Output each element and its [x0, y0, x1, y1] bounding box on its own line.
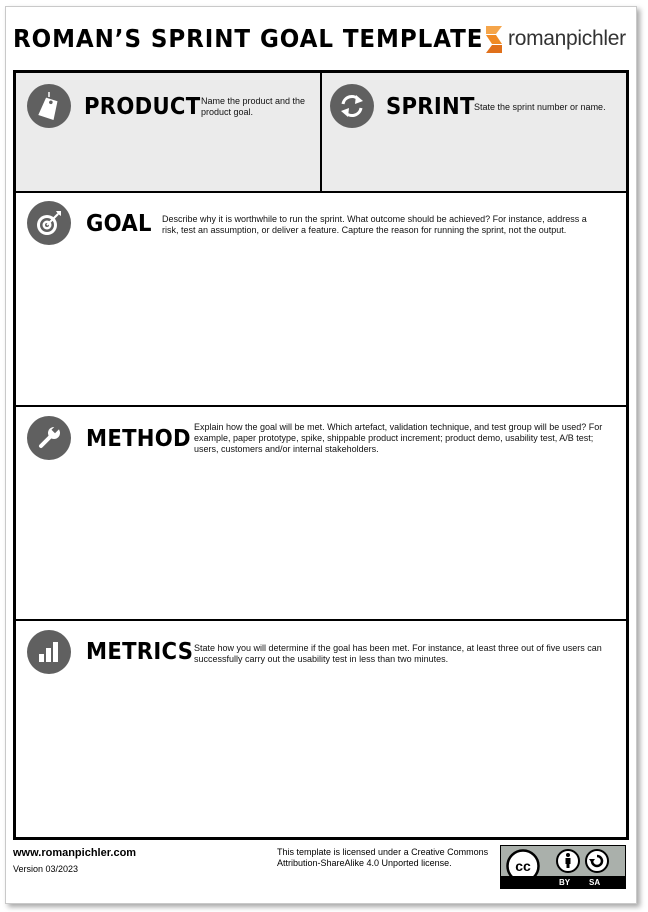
cc-label-bar	[501, 876, 625, 888]
method-heading: METHOD	[86, 426, 191, 452]
metrics-section[interactable]	[16, 621, 626, 837]
refresh-icon	[330, 84, 374, 128]
by-label: BY	[559, 878, 571, 887]
method-description: Explain how the goal will be met. Which artefact, validation technique, and test group will be used? For example, paper prototype, spike, shippable product increment; product demo, usability test, A/B test; users, customers and/or internal stakeholders.	[194, 422, 603, 454]
sa-label: SA	[589, 878, 601, 887]
target-icon	[27, 201, 71, 245]
logo-text: romanpichler	[508, 27, 626, 50]
product-description: Name the product and the product goal.	[201, 96, 306, 117]
cc-license-badge[interactable]	[500, 845, 626, 889]
product-section[interactable]	[16, 73, 322, 193]
version-text: Version 03/2023	[13, 864, 79, 874]
method-section[interactable]	[16, 407, 626, 621]
product-heading: PRODUCT	[84, 94, 201, 120]
page-title: ROMAN’S SPRINT GOAL TEMPLATE	[13, 24, 484, 53]
tag-icon	[27, 84, 71, 128]
sprint-heading: SPRINT	[386, 94, 475, 120]
metrics-heading: METRICS	[86, 639, 194, 665]
sprint-description: State the sprint number or name.	[474, 102, 606, 112]
wrench-icon	[27, 416, 71, 460]
goal-section[interactable]	[16, 193, 626, 407]
template-frame	[13, 70, 629, 840]
goal-description: Describe why it is worthwhile to run the sprint. What outcome should be achieved? For instance, address a risk, test an assumption, or deliver a feature. Capture the reason for running the sprint, not the output.	[162, 214, 587, 235]
bar-chart-icon	[27, 630, 71, 674]
by-icon	[556, 849, 580, 873]
sprint-section[interactable]	[322, 73, 626, 193]
logo-mark-icon	[484, 24, 504, 54]
cc-label: cc	[515, 858, 531, 874]
license-text: This template is licensed under a Creative Commons Attribution-ShareAlike 4.0 Unported license.	[277, 847, 489, 868]
website-link[interactable]: www.romanpichler.com	[13, 847, 137, 859]
goal-heading: GOAL	[86, 211, 152, 237]
brand-logo	[484, 24, 626, 54]
metrics-description: State how you will determine if the goal has been met. For instance, at least three out of five users can successfully carry out the usability test in less than two minutes.	[194, 643, 602, 664]
sa-icon	[585, 849, 609, 873]
